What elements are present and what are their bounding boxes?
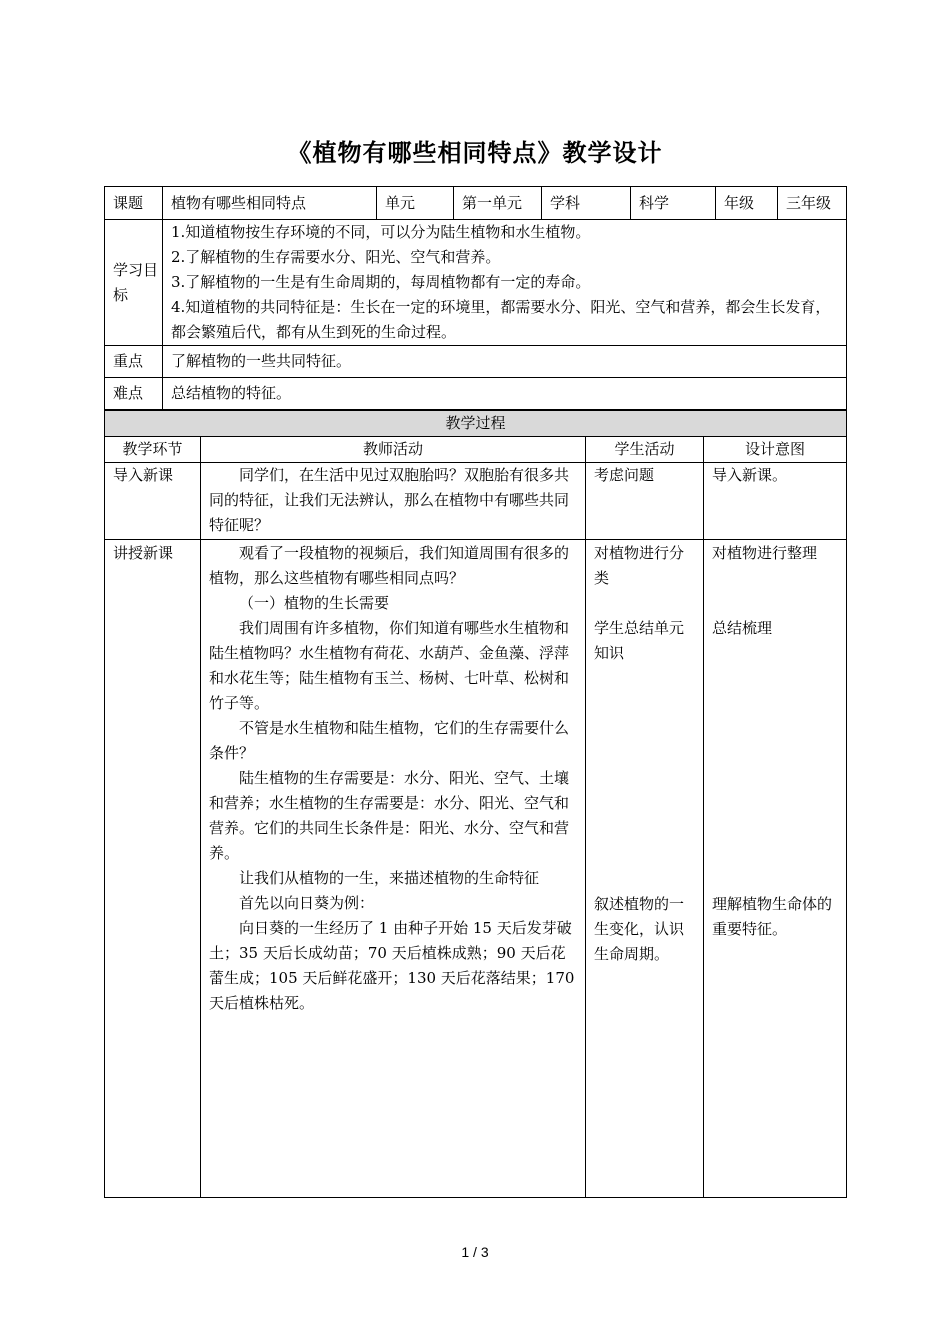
unit-value: 第一单元 (454, 187, 542, 220)
column-header: 学生活动 (586, 437, 704, 463)
teacher-paragraph: 观看了一段植物的视频后，我们知道周围有很多的植物，那么这些植物有哪些相同点吗？ (209, 544, 570, 587)
process-table (104, 410, 847, 1198)
objective-item: 4.知道植物的共同特征是：生长在一定的环境里，都需要水分、阳光、空气和营养，都会生长发育，都会繁殖后代，都有从生到死的生命过程。 (171, 298, 831, 341)
objective-item: 3.了解植物的一生是有生命周期的，每周植物都有一定的寿命。 (171, 273, 591, 291)
intent-cell: 导入新课。 (704, 463, 847, 540)
topic-label: 课题 (105, 187, 163, 220)
unit-label: 单元 (377, 187, 454, 220)
student-cell (586, 540, 704, 1198)
column-header: 教学环节 (105, 437, 201, 463)
intent-note: 对植物进行整理 (712, 544, 818, 562)
objectives-label: 学习目标 (105, 220, 163, 346)
student-note: 对植物进行分类 (594, 544, 685, 587)
page-number: 1 / 3 (461, 1244, 489, 1260)
info-table (104, 186, 847, 410)
key-point-value: 了解植物的一些共同特征。 (163, 346, 847, 378)
teacher-paragraph: 首先以向日葵为例： (239, 894, 375, 912)
objective-item: 1.知道植物按生存环境的不同，可以分为陆生植物和水生植物。 (171, 223, 591, 241)
intent-note: 总结梳理 (712, 619, 773, 637)
column-header: 教师活动 (201, 437, 586, 463)
process-header: 教学过程 (105, 411, 847, 437)
intent-note: 理解植物生命体的重要特征。 (712, 895, 833, 938)
difficulty-value: 总结植物的特征。 (163, 378, 847, 410)
teacher-paragraph: 向日葵的一生经历了 1 由种子开始 15 天后发芽破土；35 天后长成幼苗；70 天后植株成熟；90 天后花蕾生成；105 天后鲜花盛开；130 天后花落结果；170 天后植株枯死。 (209, 919, 575, 1012)
key-point-label: 重点 (105, 346, 163, 378)
student-note: 学生总结单元知识 (594, 619, 685, 662)
student-cell: 考虑问题 (586, 463, 704, 540)
intent-cell (704, 540, 847, 1198)
teacher-cell (201, 540, 586, 1198)
teacher-cell (201, 463, 586, 540)
objective-item: 2.了解植物的生存需要水分、阳光、空气和营养。 (171, 248, 501, 266)
grade-label: 年级 (716, 187, 778, 220)
teacher-paragraph: （一）植物的生长需要 (239, 594, 390, 612)
subject-label: 学科 (542, 187, 631, 220)
teacher-paragraph: 让我们从植物的一生，来描述植物的生命特征 (239, 869, 540, 887)
grade-value: 三年级 (778, 187, 847, 220)
stage-cell: 讲授新课 (105, 540, 201, 1198)
student-note: 叙述植物的一生变化，认识生命周期。 (594, 895, 685, 963)
topic-value: 植物有哪些相同特点 (163, 187, 377, 220)
teacher-paragraph: 陆生植物的生存需要是：水分、阳光、空气、土壤和营养；水生植物的生存需要是：水分、阳光、空气和营养。它们的共同生长条件是：阳光、水分、空气和营养。 (209, 769, 570, 862)
teacher-paragraph: 我们周围有许多植物，你们知道有哪些水生植物和陆生植物吗？水生植物有荷花、水葫芦、金鱼藻、浮萍和水花生等；陆生植物有玉兰、杨树、七叶草、松树和竹子等。 (209, 619, 570, 712)
teacher-paragraph: 同学们，在生活中见过双胞胎吗？双胞胎有很多共同的特征，让我们无法辨认，那么在植物中有哪些共同特征呢？ (209, 466, 570, 534)
difficulty-label: 难点 (105, 378, 163, 410)
document-title: 《植物有哪些相同特点》教学设计 (287, 138, 663, 167)
column-header: 设计意图 (704, 437, 847, 463)
stage-cell: 导入新课 (105, 463, 201, 540)
table-row (105, 540, 847, 1198)
objectives-list (163, 220, 847, 346)
subject-value: 科学 (631, 187, 716, 220)
teacher-paragraph: 不管是水生植物和陆生植物，它们的生存需要什么条件？ (209, 719, 570, 762)
table-row (105, 463, 847, 540)
